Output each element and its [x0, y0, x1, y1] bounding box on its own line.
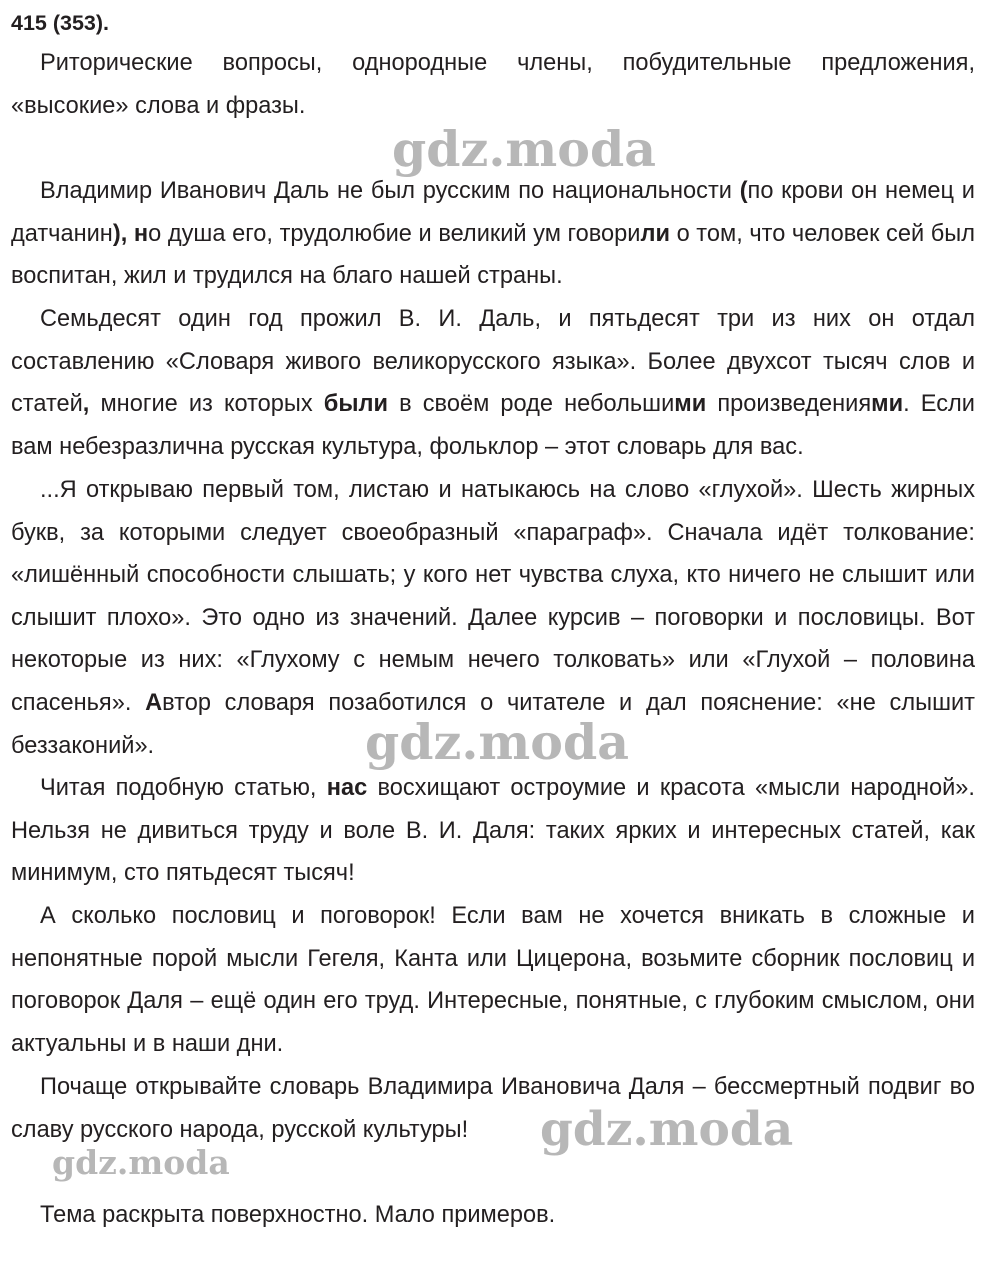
exercise-number: 415 (353).	[11, 11, 110, 35]
paragraph-5	[11, 767, 975, 895]
text-run: многие из которых	[89, 391, 324, 418]
text-run: Читая подобную статью,	[40, 775, 327, 801]
watermark-logo: gdz.moda	[392, 120, 656, 178]
text-run: по крови он немец и датчанин	[11, 178, 975, 247]
paragraph-1	[11, 42, 975, 127]
text-run: Владимир Иванович Даль не был русским по национальности	[40, 178, 740, 204]
bold-text: ми	[674, 391, 707, 418]
text-run: о душа его, трудолюбие и великий ум говори	[148, 220, 641, 247]
paragraph-6	[11, 895, 975, 1065]
bold-text: ми	[871, 391, 904, 418]
paragraph-7	[11, 1066, 975, 1157]
bold-text: ,	[82, 391, 90, 418]
text-run: Почаще открывайте словарь Владимира Ивановича Даля – бессмертный подвиг во славу русского народа, русской культуры!	[11, 1074, 975, 1143]
bold-text: были	[323, 391, 389, 418]
text-run: Риторические вопросы, однородные члены, побудительные предложения, «высокие» слова и фразы.	[11, 50, 975, 119]
watermark-logo: gdz.moda	[540, 1102, 794, 1157]
bold-text: ), н	[112, 220, 149, 247]
bold-text: А	[145, 689, 163, 716]
bold-text: ли	[640, 220, 670, 247]
text-run: ...Я открываю первый том, листаю и натыкаюсь на слово «глухой». Шесть жирных букв, за которыми следует своеобразный «параграф». Сначала идёт толкование: «лишённый способности слышать; у кого нет чувства слуха, кто ничего не слышит или слышит плохо». Это одно из значений. Далее курсив – поговорки и пословицы. Вот некоторые из них: «Глухому с немым нечего толковать» или «Глухой – половина спасенья».	[11, 477, 975, 716]
paragraph-3	[11, 298, 975, 468]
watermark-logo: gdz.moda	[52, 1143, 230, 1182]
text-run: А сколько пословиц и поговорок! Если вам не хочется вникать в сложные и непонятные порой мысли Гегеля, Канта или Цицерона, возьмите сборник пословиц и поговорок Даля – ещё один его труд. Интересные, понятные, с глубоким смыслом, они актуальны и в наши дни.	[11, 903, 975, 1057]
text-run: в своём роде небольши	[388, 391, 675, 418]
paragraph-8	[11, 1194, 975, 1237]
text-run: втор словаря позаботился о читателе и дал пояснение: «не слышит беззаконий».	[11, 689, 975, 759]
watermark-logo: gdz.moda	[365, 713, 629, 771]
text-run: Тема раскрыта поверхностно. Мало примеров.	[40, 1202, 556, 1228]
text-run: восхищают остроумие и красота «мысли народной». Нельзя не дивиться труду и воле В. И. Даля: таких ярких и интересных статей, как минимум, сто пятьдесят тысяч!	[11, 775, 975, 887]
text-run: произведения	[706, 391, 872, 418]
paragraph-2	[11, 170, 975, 298]
text-run: о том, что человек сей был воспитан, жил и трудился на благо нашей страны.	[11, 220, 975, 290]
text-run: . Если вам небезразлична русская культура, фольклор – этот словарь для вас.	[11, 391, 975, 460]
bold-text: (	[739, 178, 748, 204]
text-run: Семьдесят один год прожил В. И. Даль, и пятьдесят три из них он отдал составлению «Словаря живого великорусского языка». Более двухсот тысяч слов и статей	[11, 306, 975, 418]
bold-text: нас	[326, 775, 368, 801]
